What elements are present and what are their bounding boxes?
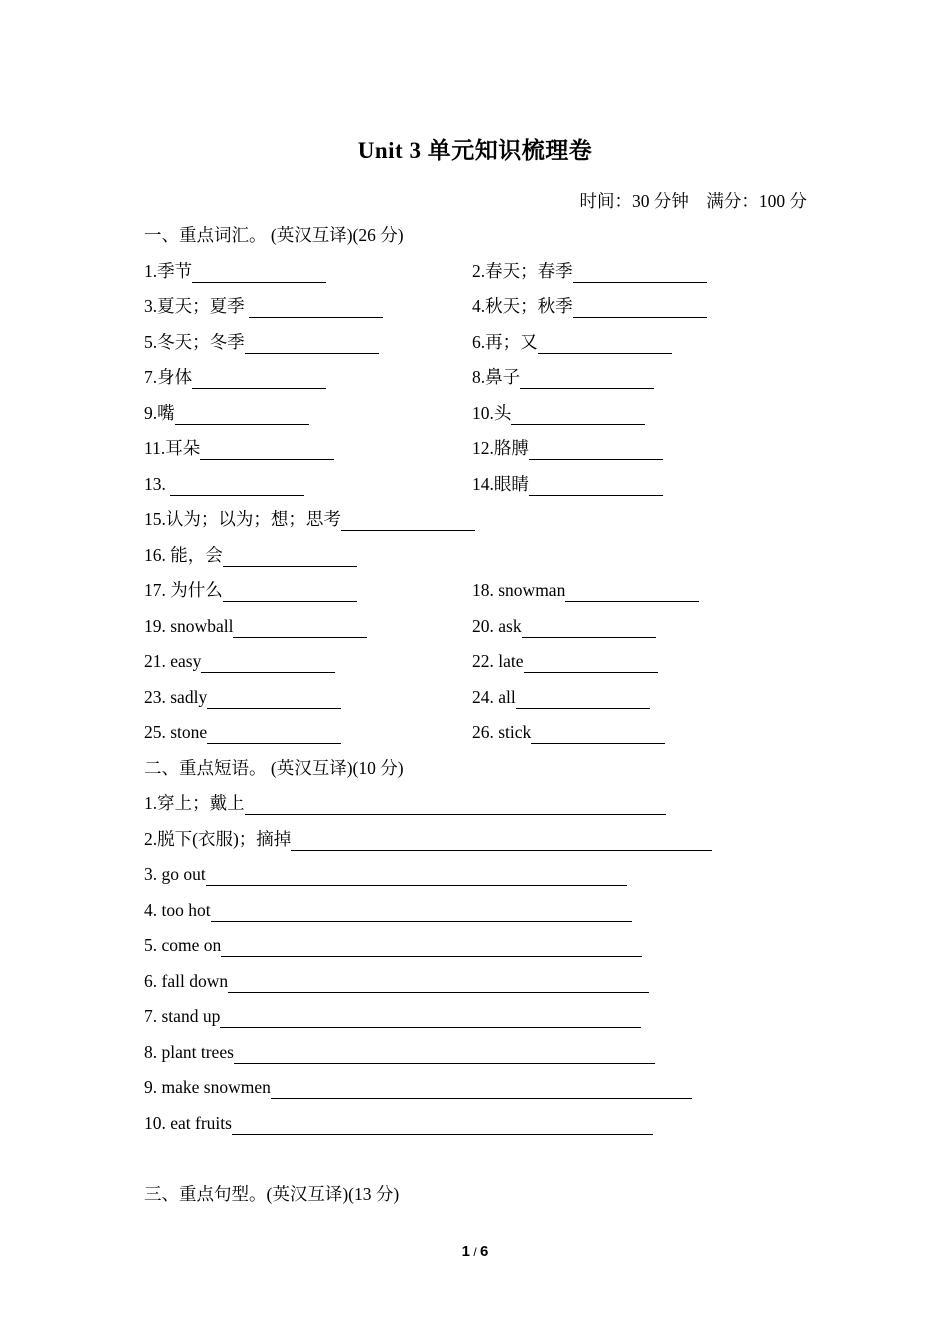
answer-blank[interactable] <box>192 370 326 389</box>
question-item <box>144 722 341 742</box>
answer-blank[interactable] <box>522 619 656 638</box>
question-item <box>144 616 367 636</box>
phrase-row <box>144 964 824 1000</box>
vocabulary-row <box>144 396 824 432</box>
question-label: 9.嘴 <box>144 402 175 423</box>
section-heading-vocabulary: 一、重点词汇。 (英汉互译)(26 分) <box>144 225 404 245</box>
answer-blank[interactable] <box>220 1009 641 1028</box>
vocabulary-row <box>144 715 824 751</box>
vocabulary-row <box>144 538 824 574</box>
phrase-row <box>144 1035 824 1071</box>
answer-blank[interactable] <box>233 619 367 638</box>
vocabulary-list <box>144 254 824 751</box>
section-heading-phrases: 二、重点短语。 (英汉互译)(10 分) <box>144 757 404 778</box>
answer-blank[interactable] <box>271 1080 692 1099</box>
vocabulary-row <box>144 502 824 538</box>
answer-blank[interactable] <box>511 406 645 425</box>
spacer <box>144 1141 824 1177</box>
answer-blank[interactable] <box>200 441 334 460</box>
answer-blank[interactable] <box>221 938 642 957</box>
question-label: 4.秋天；秋季 <box>472 296 573 316</box>
question-label: 25. stone <box>144 722 208 742</box>
question-label: 6.再；又 <box>472 331 538 352</box>
phrase-row <box>144 822 824 858</box>
question-item <box>144 1113 653 1133</box>
question-label: 19. snowball <box>144 615 234 636</box>
question-item <box>144 580 357 600</box>
vocabulary-row <box>144 680 824 716</box>
answer-blank[interactable] <box>223 583 357 602</box>
vocabulary-row <box>144 431 824 467</box>
question-label: 17. 为什么 <box>144 580 223 600</box>
question-item <box>472 325 672 361</box>
question-item <box>144 864 627 884</box>
question-label: 5. come on <box>144 935 222 955</box>
question-item <box>144 687 341 707</box>
question-label: 21. easy <box>144 651 202 671</box>
question-item <box>144 261 326 281</box>
answer-blank[interactable] <box>228 974 649 993</box>
answer-blank[interactable] <box>206 867 627 886</box>
page-number <box>0 1243 950 1260</box>
worksheet-content <box>144 218 824 1212</box>
question-item <box>144 332 379 352</box>
answer-blank[interactable] <box>232 1116 653 1135</box>
question-item <box>472 680 650 716</box>
answer-blank[interactable] <box>573 299 707 318</box>
vocabulary-row <box>144 289 824 325</box>
question-item <box>144 1006 641 1026</box>
phrase-row <box>144 1106 824 1142</box>
question-label: 23. sadly <box>144 686 208 707</box>
question-label: 1.季节 <box>144 260 193 281</box>
question-label: 2.脱下(衣服)；摘掉 <box>144 828 292 849</box>
question-label: 10.头 <box>472 402 512 423</box>
question-item <box>144 403 309 423</box>
section-heading-sentences: 三、重点句型。(英汉互译)(13 分) <box>144 1183 400 1204</box>
answer-blank[interactable] <box>538 335 672 354</box>
answer-blank[interactable] <box>516 690 650 709</box>
page-separator: / <box>469 1245 480 1259</box>
question-item <box>144 545 357 565</box>
answer-blank[interactable] <box>192 264 326 283</box>
question-item <box>472 396 645 432</box>
question-label: 9. make snowmen <box>144 1077 271 1097</box>
vocabulary-row <box>144 325 824 361</box>
exam-meta: 时间：30 分钟 满分：100 分 <box>579 191 807 211</box>
question-item <box>472 467 663 503</box>
question-item <box>472 609 656 645</box>
question-label: 8.鼻子 <box>472 367 521 387</box>
question-label: 15.认为；以为；想；思考 <box>144 509 341 529</box>
question-label: 12.胳膊 <box>472 438 529 458</box>
question-label: 8. plant trees <box>144 1041 234 1062</box>
answer-blank[interactable] <box>245 796 666 815</box>
question-label: 10. eat fruits <box>144 1112 232 1133</box>
question-label: 18. snowman <box>472 580 566 600</box>
question-label: 20. ask <box>472 615 522 636</box>
question-item <box>472 254 707 290</box>
question-label: 22. late <box>472 651 524 671</box>
question-item <box>144 509 475 529</box>
question-item <box>144 1042 655 1062</box>
phrase-list <box>144 786 824 1141</box>
answer-blank[interactable] <box>573 264 707 283</box>
phrase-row <box>144 786 824 822</box>
question-label: 14.眼睛 <box>472 473 529 494</box>
question-label: 3.夏天；夏季 <box>144 296 249 316</box>
question-label: 3. go out <box>144 864 206 884</box>
question-item <box>144 438 334 458</box>
phrase-row <box>144 1070 824 1106</box>
answer-blank[interactable] <box>175 406 309 425</box>
answer-blank[interactable] <box>234 1045 655 1064</box>
question-label: 5.冬天；冬季 <box>144 331 245 352</box>
answer-blank[interactable] <box>170 477 304 496</box>
question-item <box>472 644 658 680</box>
answer-blank[interactable] <box>520 370 654 389</box>
answer-blank[interactable] <box>245 335 379 354</box>
page-current: 1 <box>461 1243 470 1260</box>
vocabulary-row <box>144 254 824 290</box>
question-label: 11.耳朵 <box>144 438 201 458</box>
phrase-row <box>144 857 824 893</box>
question-item <box>144 367 326 387</box>
question-item <box>472 715 665 751</box>
answer-blank[interactable] <box>223 548 357 567</box>
question-label: 7. stand up <box>144 1006 221 1026</box>
question-item <box>144 296 383 316</box>
question-item <box>472 573 699 609</box>
question-label: 13. <box>144 473 171 494</box>
answer-blank[interactable] <box>291 832 712 851</box>
vocabulary-row <box>144 360 824 396</box>
question-item <box>144 900 632 920</box>
page-title: Unit 3 单元知识梳理卷 <box>357 138 593 163</box>
answer-blank[interactable] <box>211 903 632 922</box>
answer-blank[interactable] <box>529 441 663 460</box>
answer-blank[interactable] <box>531 725 665 744</box>
answer-blank[interactable] <box>207 690 341 709</box>
question-label: 6. fall down <box>144 970 229 991</box>
question-item <box>144 971 649 991</box>
question-item <box>144 793 666 813</box>
phrase-row <box>144 999 824 1035</box>
answer-blank[interactable] <box>249 299 383 318</box>
answer-blank[interactable] <box>565 583 699 602</box>
question-item <box>144 1077 692 1097</box>
question-label: 1.穿上；戴上 <box>144 793 245 813</box>
question-item <box>144 829 712 849</box>
phrase-row <box>144 928 824 964</box>
question-item <box>144 474 304 494</box>
question-label: 24. all <box>472 686 516 707</box>
answer-blank[interactable] <box>529 477 663 496</box>
vocabulary-row <box>144 609 824 645</box>
answer-blank[interactable] <box>341 512 475 531</box>
answer-blank[interactable] <box>524 654 658 673</box>
answer-blank[interactable] <box>201 654 335 673</box>
question-item <box>472 360 654 396</box>
page-total: 6 <box>480 1243 489 1260</box>
answer-blank[interactable] <box>207 725 341 744</box>
question-label: 2.春天；春季 <box>472 260 573 281</box>
phrase-row <box>144 893 824 929</box>
vocabulary-row <box>144 573 824 609</box>
question-label: 7.身体 <box>144 367 193 387</box>
question-item <box>144 651 335 671</box>
question-item <box>472 431 663 467</box>
question-label: 4. too hot <box>144 899 211 920</box>
question-item <box>472 289 707 325</box>
vocabulary-row <box>144 467 824 503</box>
question-label: 16. 能，会 <box>144 544 223 565</box>
vocabulary-row <box>144 644 824 680</box>
question-item <box>144 935 642 955</box>
question-label: 26. stick <box>472 722 532 742</box>
